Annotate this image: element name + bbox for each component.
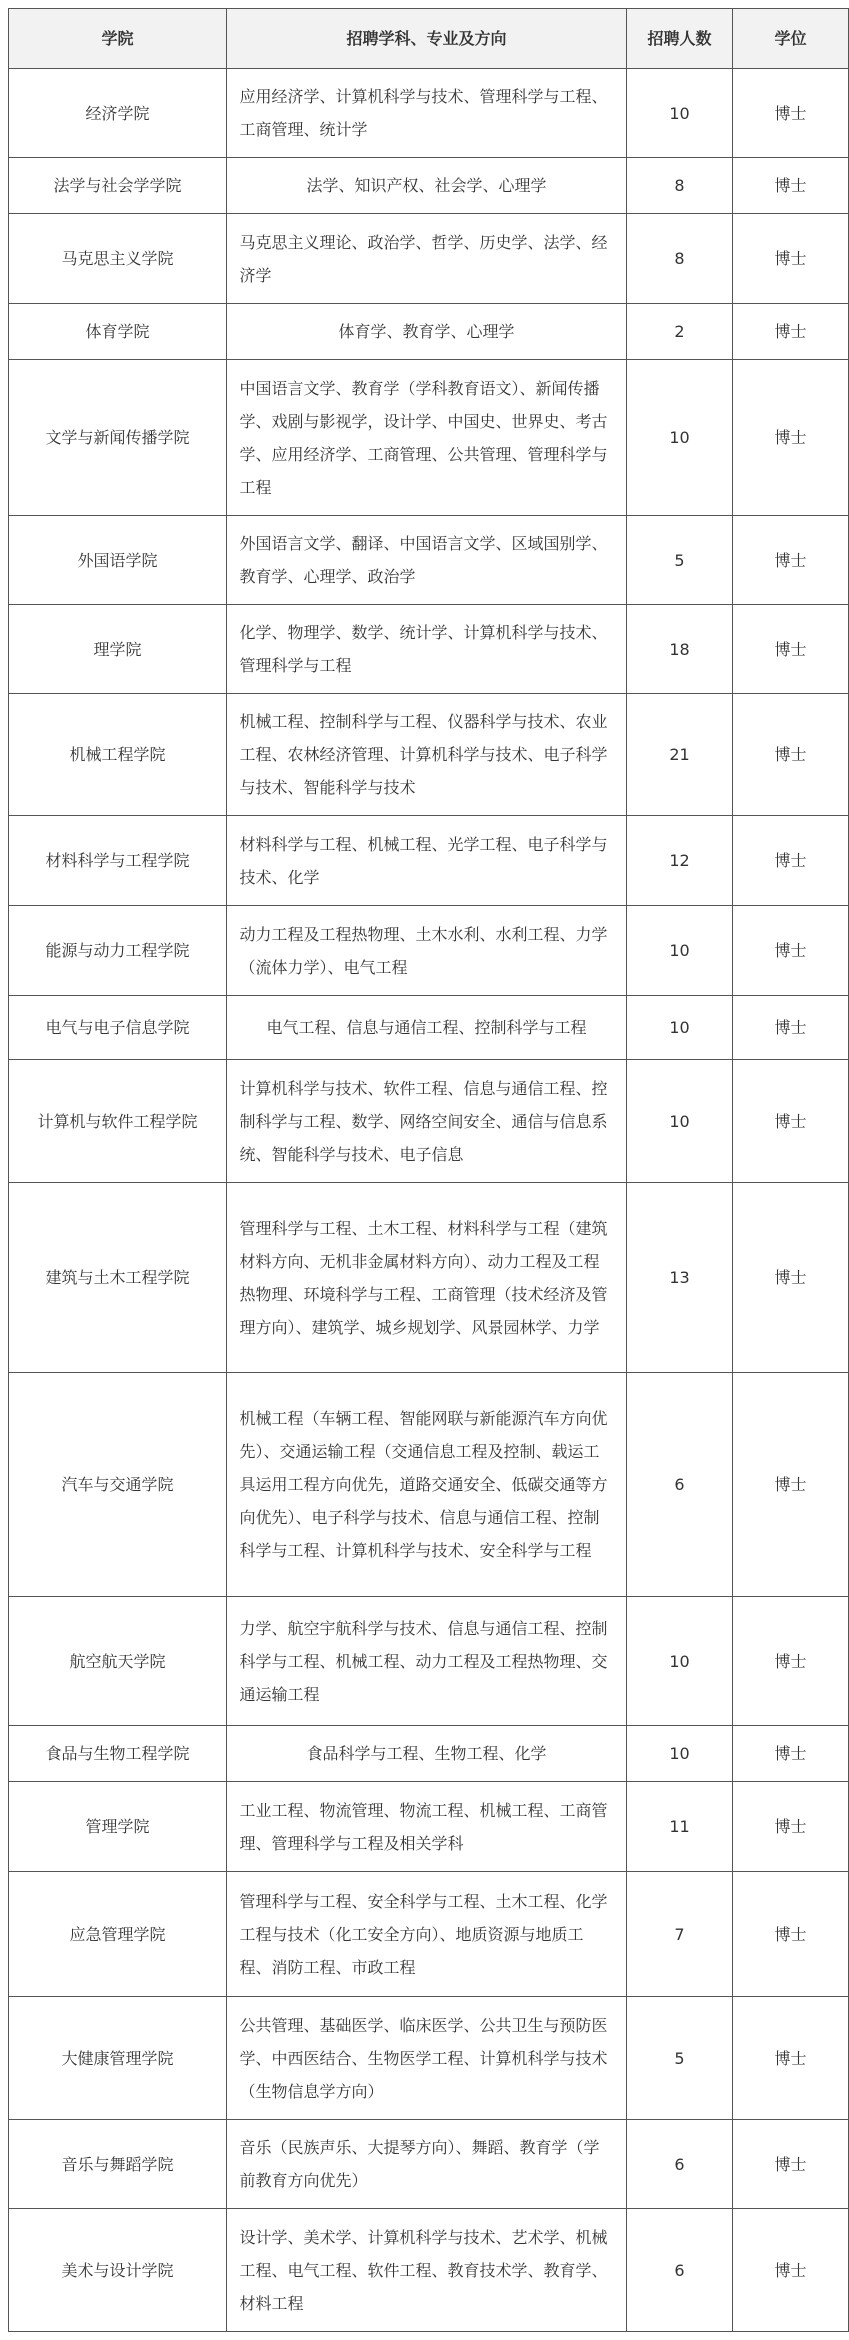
subjects-cell	[227, 214, 627, 304]
table-row	[9, 1183, 849, 1373]
recruitment-table	[8, 8, 849, 2332]
subjects-text: 管理科学与工程、安全科学与工程、土木工程、化学工程与技术（化工安全方向）、地质资源与地质工程、消防工程、市政工程	[239, 1891, 608, 1977]
table-row	[9, 214, 849, 304]
college-cell: 法学与社会学学院	[9, 158, 227, 214]
count-cell: 10	[627, 360, 733, 516]
subjects-cell	[227, 69, 627, 158]
count-cell: 10	[627, 1726, 733, 1782]
degree-cell: 博士	[733, 906, 849, 996]
table-row	[9, 2120, 849, 2209]
table-row	[9, 1726, 849, 1782]
count-cell: 10	[627, 996, 733, 1060]
subjects-text: 动力工程及工程热物理、土木水利、水利工程、力学（流体力学）、电气工程	[239, 924, 608, 977]
college-cell: 航空航天学院	[9, 1597, 227, 1726]
table-row	[9, 996, 849, 1060]
count-cell: 2	[627, 304, 733, 360]
college-cell: 管理学院	[9, 1782, 227, 1872]
degree-cell: 博士	[733, 360, 849, 516]
subjects-cell	[227, 360, 627, 516]
subjects-cell	[227, 2120, 627, 2209]
subjects-cell	[227, 1183, 627, 1373]
header-college: 学院	[9, 9, 227, 69]
subjects-cell	[227, 1872, 627, 1997]
degree-cell: 博士	[733, 1872, 849, 1997]
subjects-cell	[227, 2209, 627, 2332]
table-row	[9, 1872, 849, 1997]
count-cell: 10	[627, 906, 733, 996]
degree-cell: 博士	[733, 1997, 849, 2120]
subjects-cell	[227, 516, 627, 605]
subjects-text: 机械工程（车辆工程、智能网联与新能源汽车方向优先）、交通运输工程（交通信息工程及控制、载运工具运用工程方向优先，道路交通安全、低碳交通等方向优先）、电子科学与技术、信息与通信工程、控制科学与工程、计算机科学与技术、安全科学与工程	[239, 1409, 608, 1560]
college-cell: 理学院	[9, 605, 227, 694]
table-row	[9, 906, 849, 996]
degree-cell: 博士	[733, 996, 849, 1060]
college-cell: 电气与电子信息学院	[9, 996, 227, 1060]
table-row	[9, 360, 849, 516]
subjects-cell	[227, 906, 627, 996]
subjects-text: 外国语言文学、翻译、中国语言文学、区域国别学、教育学、心理学、政治学	[239, 534, 608, 586]
degree-cell: 博士	[733, 605, 849, 694]
college-cell: 音乐与舞蹈学院	[9, 2120, 227, 2209]
degree-cell: 博士	[733, 1060, 849, 1183]
subjects-cell	[227, 694, 627, 816]
subjects-cell	[227, 1997, 627, 2120]
degree-cell: 博士	[733, 158, 849, 214]
degree-cell: 博士	[733, 2209, 849, 2332]
table-row	[9, 158, 849, 214]
degree-cell: 博士	[733, 1597, 849, 1726]
degree-cell: 博士	[733, 214, 849, 304]
college-cell: 能源与动力工程学院	[9, 906, 227, 996]
count-cell: 6	[627, 1373, 733, 1597]
college-cell: 材料科学与工程学院	[9, 816, 227, 906]
count-cell: 6	[627, 2209, 733, 2332]
subjects-cell	[227, 158, 627, 214]
subjects-text: 中国语言文学、教育学（学科教育语文）、新闻传播学、戏剧与影视学，设计学、中国史、世界史、考古学、应用经济学、工商管理、公共管理、管理科学与工程	[239, 378, 608, 497]
table-row	[9, 304, 849, 360]
subjects-text: 计算机科学与技术、软件工程、信息与通信工程、控制科学与工程、数学、网络空间安全、通信与信息系统、智能科学与技术、电子信息	[239, 1078, 608, 1164]
table-row	[9, 516, 849, 605]
header-count: 招聘人数	[627, 9, 733, 69]
header-degree: 学位	[733, 9, 849, 69]
subjects-text: 机械工程、控制科学与工程、仪器科学与技术、农业工程、农林经济管理、计算机科学与技术、电子科学与技术、智能科学与技术	[239, 712, 608, 797]
subjects-text: 化学、物理学、数学、统计学、计算机科学与技术、管理科学与工程	[239, 623, 608, 675]
count-cell: 18	[627, 605, 733, 694]
subjects-text: 法学、知识产权、社会学、心理学	[306, 176, 547, 195]
subjects-cell	[227, 1597, 627, 1726]
table-row	[9, 1060, 849, 1183]
subjects-text: 设计学、美术学、计算机科学与技术、艺术学、机械工程、电气工程、软件工程、教育技术学、教育学、材料工程	[239, 2227, 608, 2313]
college-cell: 美术与设计学院	[9, 2209, 227, 2332]
college-cell: 应急管理学院	[9, 1872, 227, 1997]
subjects-text: 食品科学与工程、生物工程、化学	[306, 1744, 547, 1763]
college-cell: 外国语学院	[9, 516, 227, 605]
count-cell: 5	[627, 516, 733, 605]
subjects-text: 体育学、教育学、心理学	[338, 322, 515, 341]
count-cell: 21	[627, 694, 733, 816]
subjects-cell	[227, 1060, 627, 1183]
subjects-text: 马克思主义理论、政治学、哲学、历史学、法学、经济学	[239, 232, 608, 285]
college-cell: 机械工程学院	[9, 694, 227, 816]
degree-cell: 博士	[733, 1183, 849, 1373]
count-cell: 7	[627, 1872, 733, 1997]
count-cell: 13	[627, 1183, 733, 1373]
count-cell: 10	[627, 1597, 733, 1726]
table-body	[9, 69, 849, 2332]
table-row	[9, 69, 849, 158]
college-cell: 食品与生物工程学院	[9, 1726, 227, 1782]
subjects-text: 管理科学与工程、土木工程、材料科学与工程（建筑材料方向、无机非金属材料方向）、动力工程及工程热物理、环境科学与工程、工商管理（技术经济及管理方向）、建筑学、城乡规划学、风景园林学、力学	[239, 1218, 608, 1337]
subjects-text: 应用经济学、计算机科学与技术、管理科学与工程、工商管理、统计学	[239, 87, 608, 139]
table-row	[9, 1782, 849, 1872]
table-row	[9, 816, 849, 906]
table-row	[9, 694, 849, 816]
header-subjects: 招聘学科、专业及方向	[227, 9, 627, 69]
table-row	[9, 605, 849, 694]
college-cell: 计算机与软件工程学院	[9, 1060, 227, 1183]
subjects-text: 力学、航空宇航科学与技术、信息与通信工程、控制科学与工程、机械工程、动力工程及工程热物理、交通运输工程	[239, 1618, 608, 1704]
count-cell: 12	[627, 816, 733, 906]
count-cell: 8	[627, 158, 733, 214]
count-cell: 5	[627, 1997, 733, 2120]
college-cell: 建筑与土木工程学院	[9, 1183, 227, 1373]
degree-cell: 博士	[733, 516, 849, 605]
count-cell: 10	[627, 69, 733, 158]
college-cell: 大健康管理学院	[9, 1997, 227, 2120]
table-row	[9, 1997, 849, 2120]
degree-cell: 博士	[733, 69, 849, 158]
table-row	[9, 2209, 849, 2332]
college-cell: 体育学院	[9, 304, 227, 360]
degree-cell: 博士	[733, 304, 849, 360]
count-cell: 8	[627, 214, 733, 304]
subjects-text: 公共管理、基础医学、临床医学、公共卫生与预防医学、中西医结合、生物医学工程、计算机科学与技术（生物信息学方向）	[239, 2015, 608, 2101]
subjects-cell	[227, 816, 627, 906]
subjects-text: 工业工程、物流管理、物流工程、机械工程、工商管理、管理科学与工程及相关学科	[239, 1800, 608, 1853]
subjects-cell	[227, 1782, 627, 1872]
degree-cell: 博士	[733, 1726, 849, 1782]
college-cell: 文学与新闻传播学院	[9, 360, 227, 516]
degree-cell: 博士	[733, 816, 849, 906]
table-row	[9, 1373, 849, 1597]
count-cell: 6	[627, 2120, 733, 2209]
college-cell: 汽车与交通学院	[9, 1373, 227, 1597]
subjects-cell	[227, 996, 627, 1060]
college-cell: 经济学院	[9, 69, 227, 158]
degree-cell: 博士	[733, 694, 849, 816]
subjects-text: 电气工程、信息与通信工程、控制科学与工程	[266, 1018, 587, 1037]
degree-cell: 博士	[733, 1373, 849, 1597]
subjects-cell	[227, 1373, 627, 1597]
count-cell: 10	[627, 1060, 733, 1183]
table-row	[9, 1597, 849, 1726]
degree-cell: 博士	[733, 2120, 849, 2209]
table-header-row	[9, 9, 849, 69]
subjects-cell	[227, 1726, 627, 1782]
count-cell: 11	[627, 1782, 733, 1872]
college-cell: 马克思主义学院	[9, 214, 227, 304]
subjects-cell	[227, 605, 627, 694]
subjects-cell	[227, 304, 627, 360]
subjects-text: 音乐（民族声乐、大提琴方向）、舞蹈、教育学（学前教育方向优先）	[239, 2138, 600, 2190]
subjects-text: 材料科学与工程、机械工程、光学工程、电子科学与技术、化学	[239, 834, 608, 887]
degree-cell: 博士	[733, 1782, 849, 1872]
